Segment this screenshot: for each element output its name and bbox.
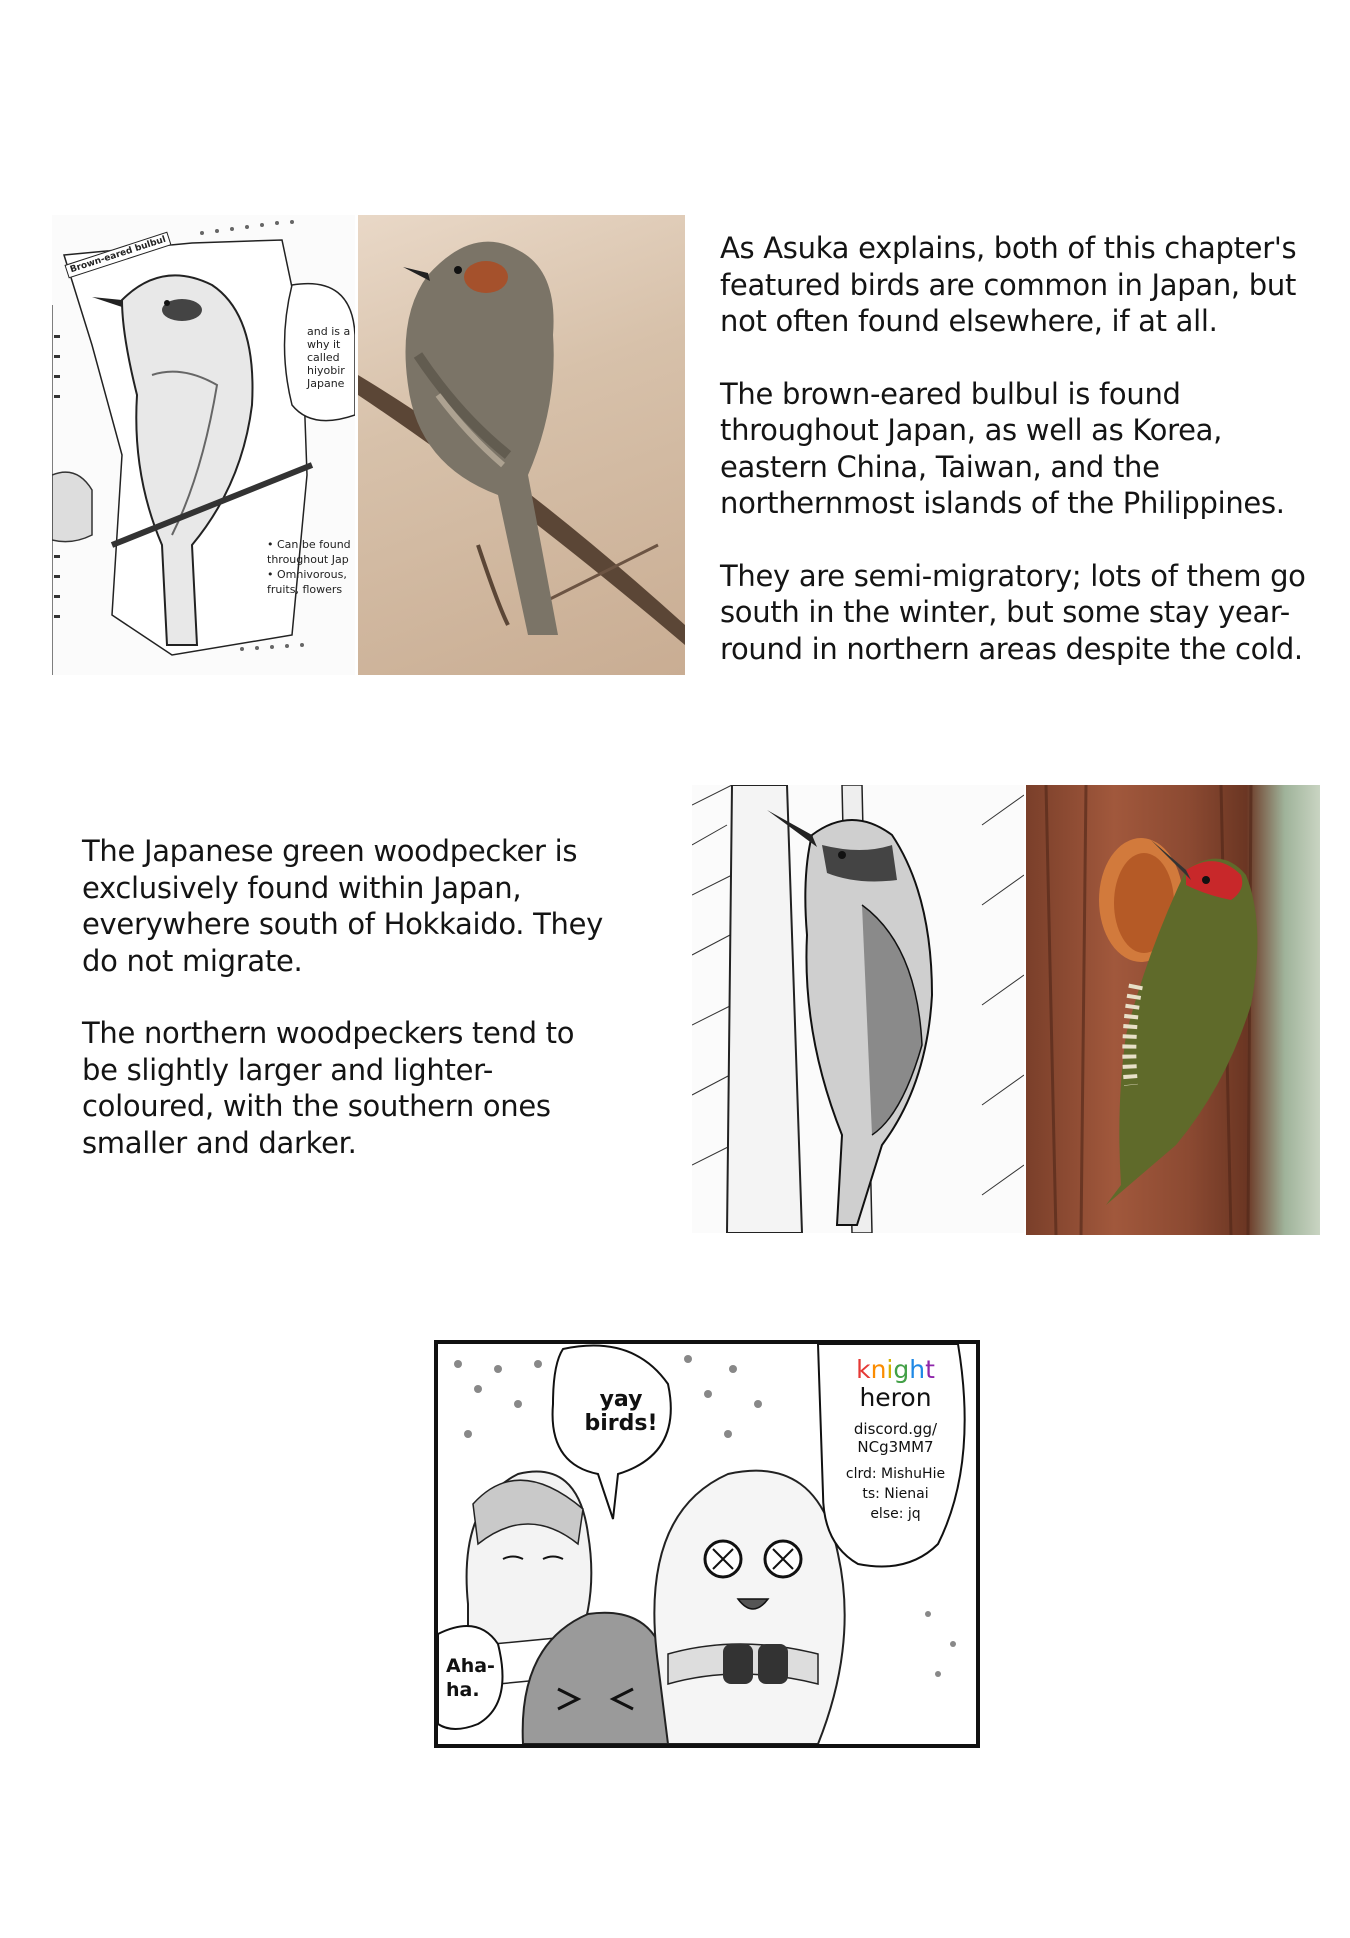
section1-paragraph-2: The brown-eared bulbul is found throughout Japan, as well as Korea, eastern China, Taiwan, and the northernmost islands of the Philippines.: [720, 376, 1285, 520]
credits-manga-panel: [434, 1340, 980, 1748]
group-letter-t: t: [925, 1355, 935, 1384]
bulbul-sketch-panel: [52, 215, 355, 675]
group-letter-n: n: [870, 1355, 887, 1384]
woodpecker-sketch-drawing: [692, 785, 1024, 1233]
section1-paragraph-1: As Asuka explains, both of this chapter's featured birds are common in Japan, but not often found elsewhere, if at all.: [720, 231, 1297, 338]
woodpecker-sketch-panel: [692, 785, 1024, 1233]
woodpecker-photo-drawing: [1026, 785, 1320, 1235]
section2-paragraph-2: The northern woodpeckers tend to be slightly larger and lighter-coloured, with the southern ones smaller and darker.: [82, 1016, 575, 1160]
credit-clrd: clrd: MishuHie: [845, 1466, 946, 1482]
bulbul-sketch-notes: • Can be found throughout Jap • Omnivorous, fruits, flowers: [267, 538, 351, 596]
group-letter-i: i: [886, 1355, 894, 1384]
group-name-heron: heron: [859, 1383, 932, 1412]
woodpecker-photo: [1026, 785, 1320, 1235]
section2-paragraph-1: The Japanese green woodpecker is exclusively found within Japan, everywhere south of Hokkaido. They do not migrate.: [82, 834, 604, 978]
discord-link[interactable]: discord.gg/ NCg3MM7: [853, 1420, 938, 1456]
bulbul-photo: [358, 215, 685, 675]
group-letter-g: g: [893, 1355, 910, 1384]
group-letter-k: k: [856, 1355, 871, 1384]
section1-paragraph-3: They are semi-migratory; lots of them go south in the winter, but some stay year-round in northern areas despite the cold.: [720, 558, 1306, 666]
section2-text: [82, 833, 612, 1197]
section1-text: [720, 230, 1320, 703]
bulbul-sketch-drawing: [52, 215, 355, 675]
yay-birds-bubble: yay birds!: [584, 1387, 658, 1436]
credit-ts: ts: Nienai: [862, 1486, 929, 1502]
group-name-colored: [833, 1356, 958, 1384]
scanlation-credits: [833, 1356, 958, 1524]
credit-else: else: jq: [870, 1506, 921, 1522]
group-letter-h: h: [909, 1355, 926, 1384]
aha-ha-bubble: Aha- ha.: [446, 1655, 495, 1701]
bulbul-sketch-bubble-text: and is a why it called hiyobir Japane: [307, 325, 351, 390]
bulbul-photo-drawing: [358, 215, 685, 675]
bulbul-sketch-tag: Brown-eared bulbul: [64, 232, 171, 279]
